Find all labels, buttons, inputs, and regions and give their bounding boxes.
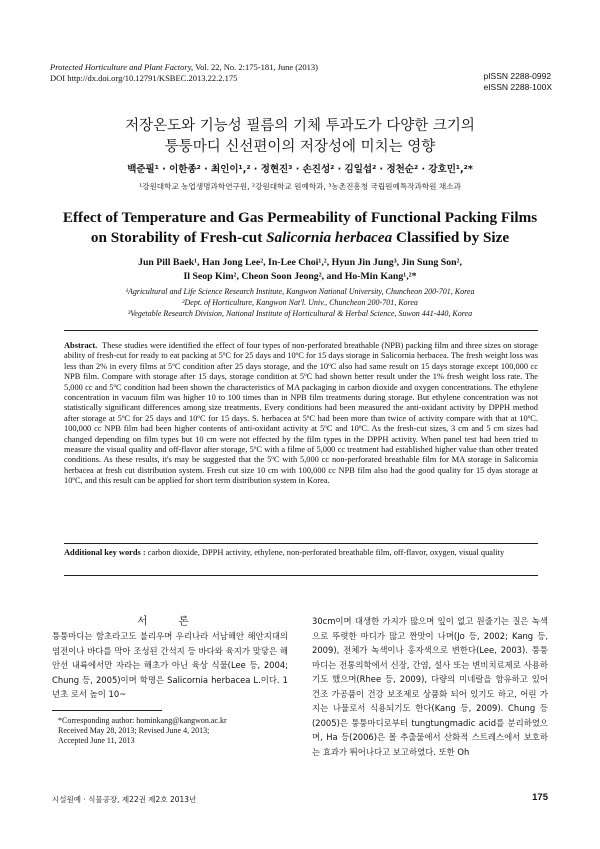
abstract (64, 341, 538, 487)
abstract-top-rule (64, 330, 538, 331)
keywords-bottom-rule (64, 575, 538, 576)
affiliation-2: ²Dept. of Horticulture, Kangwon Nat'l. Univ., Chuncheon 200-701, Korea (182, 297, 418, 307)
footer-journal: 시설원예 · 식물공장, 제22권 제2호 2013년 (52, 795, 197, 804)
issn-block (483, 71, 552, 93)
keywords-label: Additional key words : (64, 548, 146, 557)
english-title-line-1: Effect of Temperature and Gas Permeability of Functional Packing Films (62, 209, 538, 226)
eissn: eISSN 2288-100X (483, 82, 552, 92)
keywords-text: carbon dioxide, DPPH activity, ethylene, non-perforated breathable film, off-flavor, oxygen, visual quality (145, 548, 505, 557)
english-title-line-2 (0, 228, 600, 248)
korean-title (0, 116, 600, 158)
korean-title-line-2: 퉁퉁마디 신선편이의 저장성에 미치는 영향 (164, 139, 436, 155)
affiliation-1: ¹Agricultural and Life Science Research Institute, Kangwon National University, Chuncheon 200-701, Korea (125, 287, 475, 296)
intro-right-column: 30cm이며 대생한 가지가 많으며 잎이 없고 원줄기는 질은 녹색으로 뚜렷한 마디가 많고 짠맛이 나며(Jo 등, 2002; Kang 등, 2009), 전체가 녹색이나 홍자색으로 변한다(Lee, 2003). 퉁퉁마디는 전통의학에서 신장, 간염, 설사 또는 변비치료제로 사용하기도 했으며(Rhee 등, 2009), 다량의 미네랄을 함유하고 있어 건조 가공품이 건강 보조제로 상품화 되어 있기도 하고, 어린 가지는 나물로서 식용되기도 한다(Kang 등, 2009). Chung 등(2005)은 퉁퉁마디로부터 tungtungmadic acid를 분리하였으며, Ha 등(2006)은 몰 추출물에서 산화적 스트레스에서 보호하는 효과가 뛰어나다고 보고하였다. 또한 Oh (312, 616, 548, 757)
corresponding-author: *Corresponding author: hominkang@kangwon.ac.kr (58, 716, 227, 725)
section-heading-introduction: 서 론 (137, 615, 203, 627)
english-affiliations (0, 287, 600, 319)
english-authors-line-2: Il Seop Kim², Cheon Soon Jeong², and Ho-Min Kang¹,²* (183, 271, 417, 282)
english-title (0, 208, 600, 248)
english-title-part: on Storability of Fresh-cut (90, 229, 267, 246)
abstract-bottom-rule (64, 543, 538, 544)
korean-affiliations: ¹강원대학교 농업생명과학연구원, ²강원대학교 원예학과, ³농촌진흥청 국립원예특작과학원 채소과 (139, 182, 461, 191)
footnote-rule (52, 710, 162, 711)
affiliation-3: ³Vegetable Research Division, National Institute of Horticultural & Herbal Science, Suwon 441-440, Korea (127, 308, 473, 318)
received-dates: Received May 28, 2013; Revised June 4, 2013; (58, 726, 210, 735)
abstract-label: Abstract. (64, 341, 98, 350)
accepted-date: Accepted June 11, 2013 (58, 736, 135, 745)
korean-authors: 백준필¹ · 이한종² · 최인이¹,² · 정현진³ · 손진성² · 김일섭² · 정천순² · 강호민¹,²* (127, 164, 473, 175)
pissn: pISSN 2288-0992 (483, 71, 552, 81)
journal-name: Protected Horticulture and Plant Factory, (50, 62, 194, 72)
korean-title-line-1: 저장온도와 기능성 필름의 기체 투과도가 다양한 크기의 (125, 118, 475, 134)
english-authors-line-1: Jun Pill Baek¹, Han Jong Lee², In-Lee Choi¹,², Hyun Jin Jung³, Jin Sung Son², (138, 257, 462, 268)
footnote (58, 716, 227, 746)
english-title-part: Classified by Size (392, 229, 510, 246)
intro-left-column: 퉁퉁마디는 함초라고도 불리우며 우리나라 서남해안 해안지대의 염전이나 바다를 막아 조성된 간석지 등 바다와 육지가 맞닿은 해안선 내륙에서만 자라는 해초가 아닌 육상 식물(Lee 등, 2004; Chung 등, 2005)이며 학명은 Salicornia herbacea L.이다. 1년초 로서 높이 10~ (52, 631, 288, 699)
journal-citation: Vol. 22, No. 2:175-181, June (2013) (193, 62, 318, 72)
doi-link[interactable]: DOI http://dx.doi.org/10.12791/KSBEC.2013.22.2.175 (50, 73, 238, 83)
journal-header (50, 62, 318, 84)
english-authors (0, 256, 600, 284)
keywords (64, 548, 538, 558)
species-name: Salicornia herbacea (266, 229, 393, 246)
page-number: 175 (532, 792, 548, 803)
abstract-text: These studies were identified the effect of four types of non-perforated breathable (NPB) packing film and three sizes on storage ability of fresh-cut for ready to eat packing at 5ºC for 25 days and 10ºC for 15 days storage in Salicornia herbacea. The fresh weight loss was less than 2% in every films at 5ºC condition after 25 days storage, and the 10ºC also had same result on 15 days storage except 100,000 cc NPB film. Compare with storage after 15 days, storage condition at 5ºC had shown better result under the 1% fresh weight loss rate. The 5,000 cc and 5ºC condition had been shown the characteristics of MA packaging in carbon dioxide and oxygen concentrations. The ethylene concentration in vacuum film was higher 10 to 100 times than in NPB film treatments during storage. But ethylene concentration was not statistically significant differences among size treatments. Every conditions had been measured the anti-oxidant activity by DPPH method after storage at 5ºC for 25 days and 10ºC for 15 days. S. herbacea at 5ºC had been more than twice of activity compare with that at 10ºC. 100,000 cc NPB film had been higher contents of anti-oxidant activity at 5ºC and 10ºC. As the fresh-cut sizes, 3 cm and 5 cm sizes had changed depending on film types but 10 cm were not effected by the film types in the DPPH activity. When panel test had been tried to measure the visual quality and off-flavor after storage, 5ºC with a filme of 5,000 cc treatment had established higher value than other treated conditions. As these results, it's may be suggested that the 5ºC with 5,000 cc non-perforated breathable film for MA storage in Salicornia herbacea at fresh cut distribution system. Fresh cut size 10 cm with 100,000 cc NPB film also had the good quality for 15 dyas storage at 10ºC, and this result can be applied for short term distribution system in Korea. (64, 341, 539, 486)
